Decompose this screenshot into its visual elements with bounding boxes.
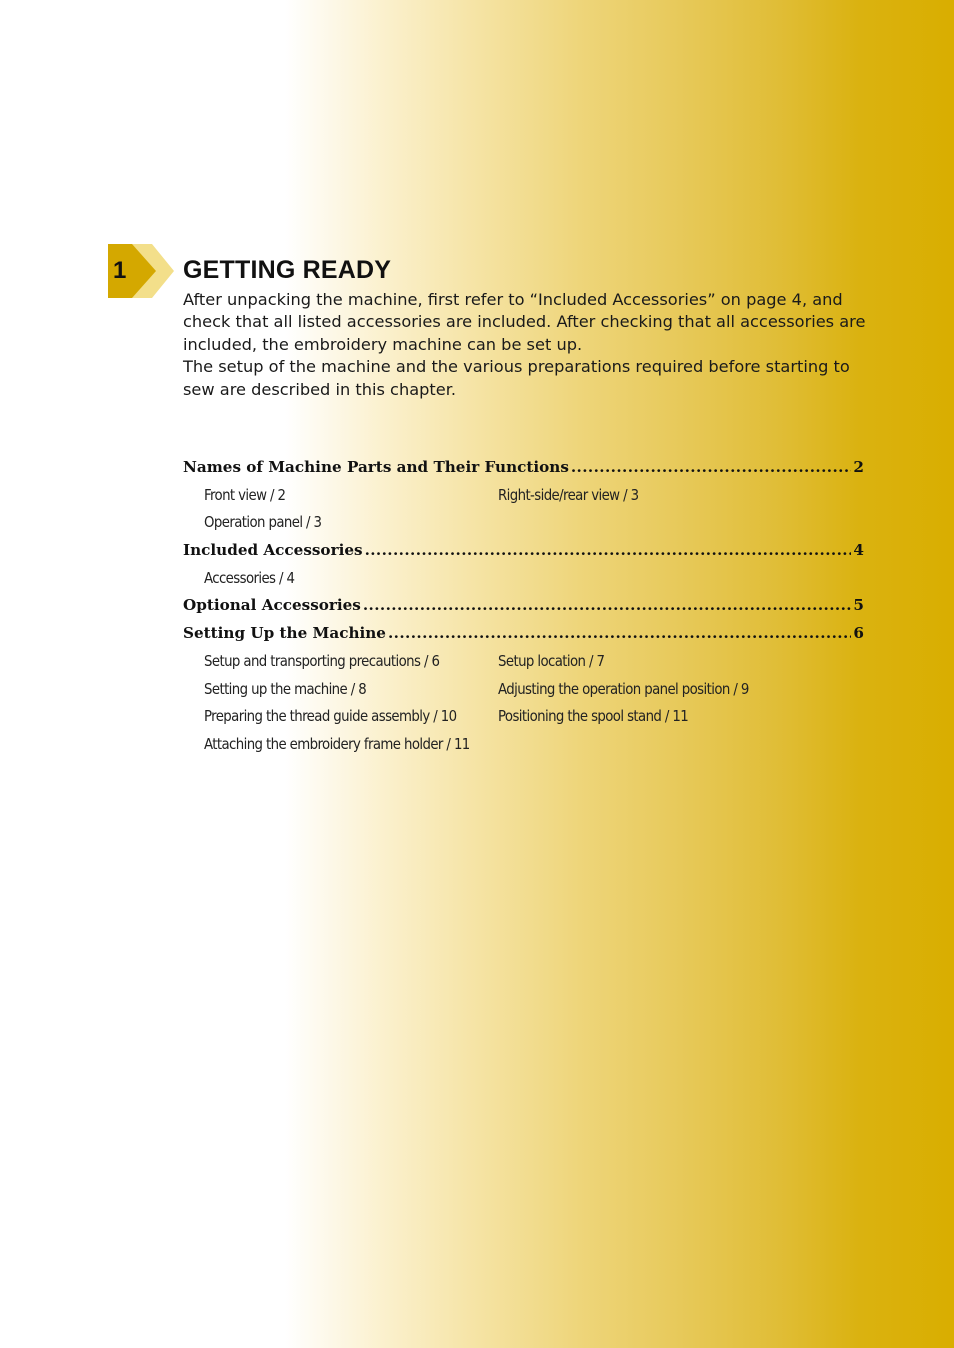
- toc-page-number: 6: [853, 624, 864, 643]
- intro-paragraph: The setup of the machine and the various preparations required before starting to sew are described in this chapter.: [183, 357, 850, 399]
- toc-subentry[interactable]: Operation panel / 3: [204, 514, 322, 532]
- toc-subentry-row: [183, 676, 864, 704]
- toc-entry[interactable]: [183, 592, 864, 620]
- toc-subentry-row: [183, 482, 864, 510]
- toc-subentry-row: [183, 731, 864, 759]
- toc-entry[interactable]: [183, 537, 864, 565]
- toc-subentry[interactable]: Setup and transporting precautions / 6: [204, 652, 440, 670]
- toc-subentry[interactable]: Setup location / 7: [498, 652, 605, 670]
- toc-subentry-row: [183, 648, 864, 676]
- toc-subentry[interactable]: Preparing the thread guide assembly / 10: [204, 708, 457, 726]
- table-of-contents: [183, 454, 864, 759]
- dot-leader: [365, 537, 852, 565]
- toc-entry-title: Setting Up the Machine: [183, 624, 386, 643]
- dot-leader: [571, 454, 852, 482]
- chapter-number: 1: [113, 257, 127, 284]
- toc-page-number: 4: [853, 541, 864, 560]
- toc-subentry[interactable]: Accessories / 4: [204, 569, 295, 587]
- toc-subentry[interactable]: Right-side/rear view / 3: [498, 486, 639, 504]
- chapter-intro: [183, 289, 873, 401]
- dot-leader: [363, 592, 852, 620]
- toc-subentry[interactable]: Setting up the machine / 8: [204, 680, 367, 698]
- toc-subentry[interactable]: Front view / 2: [204, 486, 286, 504]
- toc-entry-title: Optional Accessories: [183, 596, 361, 615]
- intro-paragraph: After unpacking the machine, first refer to “Included Accessories” on page 4, and check that all listed accessories are included. After checking that all accessories are included, the embroidery machine can be set up.: [183, 290, 866, 354]
- toc-entry[interactable]: [183, 620, 864, 648]
- toc-subentry[interactable]: Attaching the embroidery frame holder / 11: [204, 735, 470, 753]
- toc-entry-title: Names of Machine Parts and Their Functions: [183, 458, 569, 476]
- toc-subentry-row: [183, 703, 864, 731]
- toc-page-number: 5: [853, 596, 864, 615]
- toc-subentry[interactable]: Adjusting the operation panel position / 9: [498, 680, 749, 698]
- toc-subentry-row: [183, 565, 864, 593]
- toc-subentry-row: [183, 509, 864, 537]
- toc-entry-title: Included Accessories: [183, 541, 363, 560]
- toc-page-number: 2: [853, 458, 864, 476]
- dot-leader: [388, 620, 851, 648]
- toc-subentry[interactable]: Positioning the spool stand / 11: [498, 708, 689, 726]
- toc-entry[interactable]: [183, 454, 864, 482]
- chapter-title: GETTING READY: [183, 256, 392, 284]
